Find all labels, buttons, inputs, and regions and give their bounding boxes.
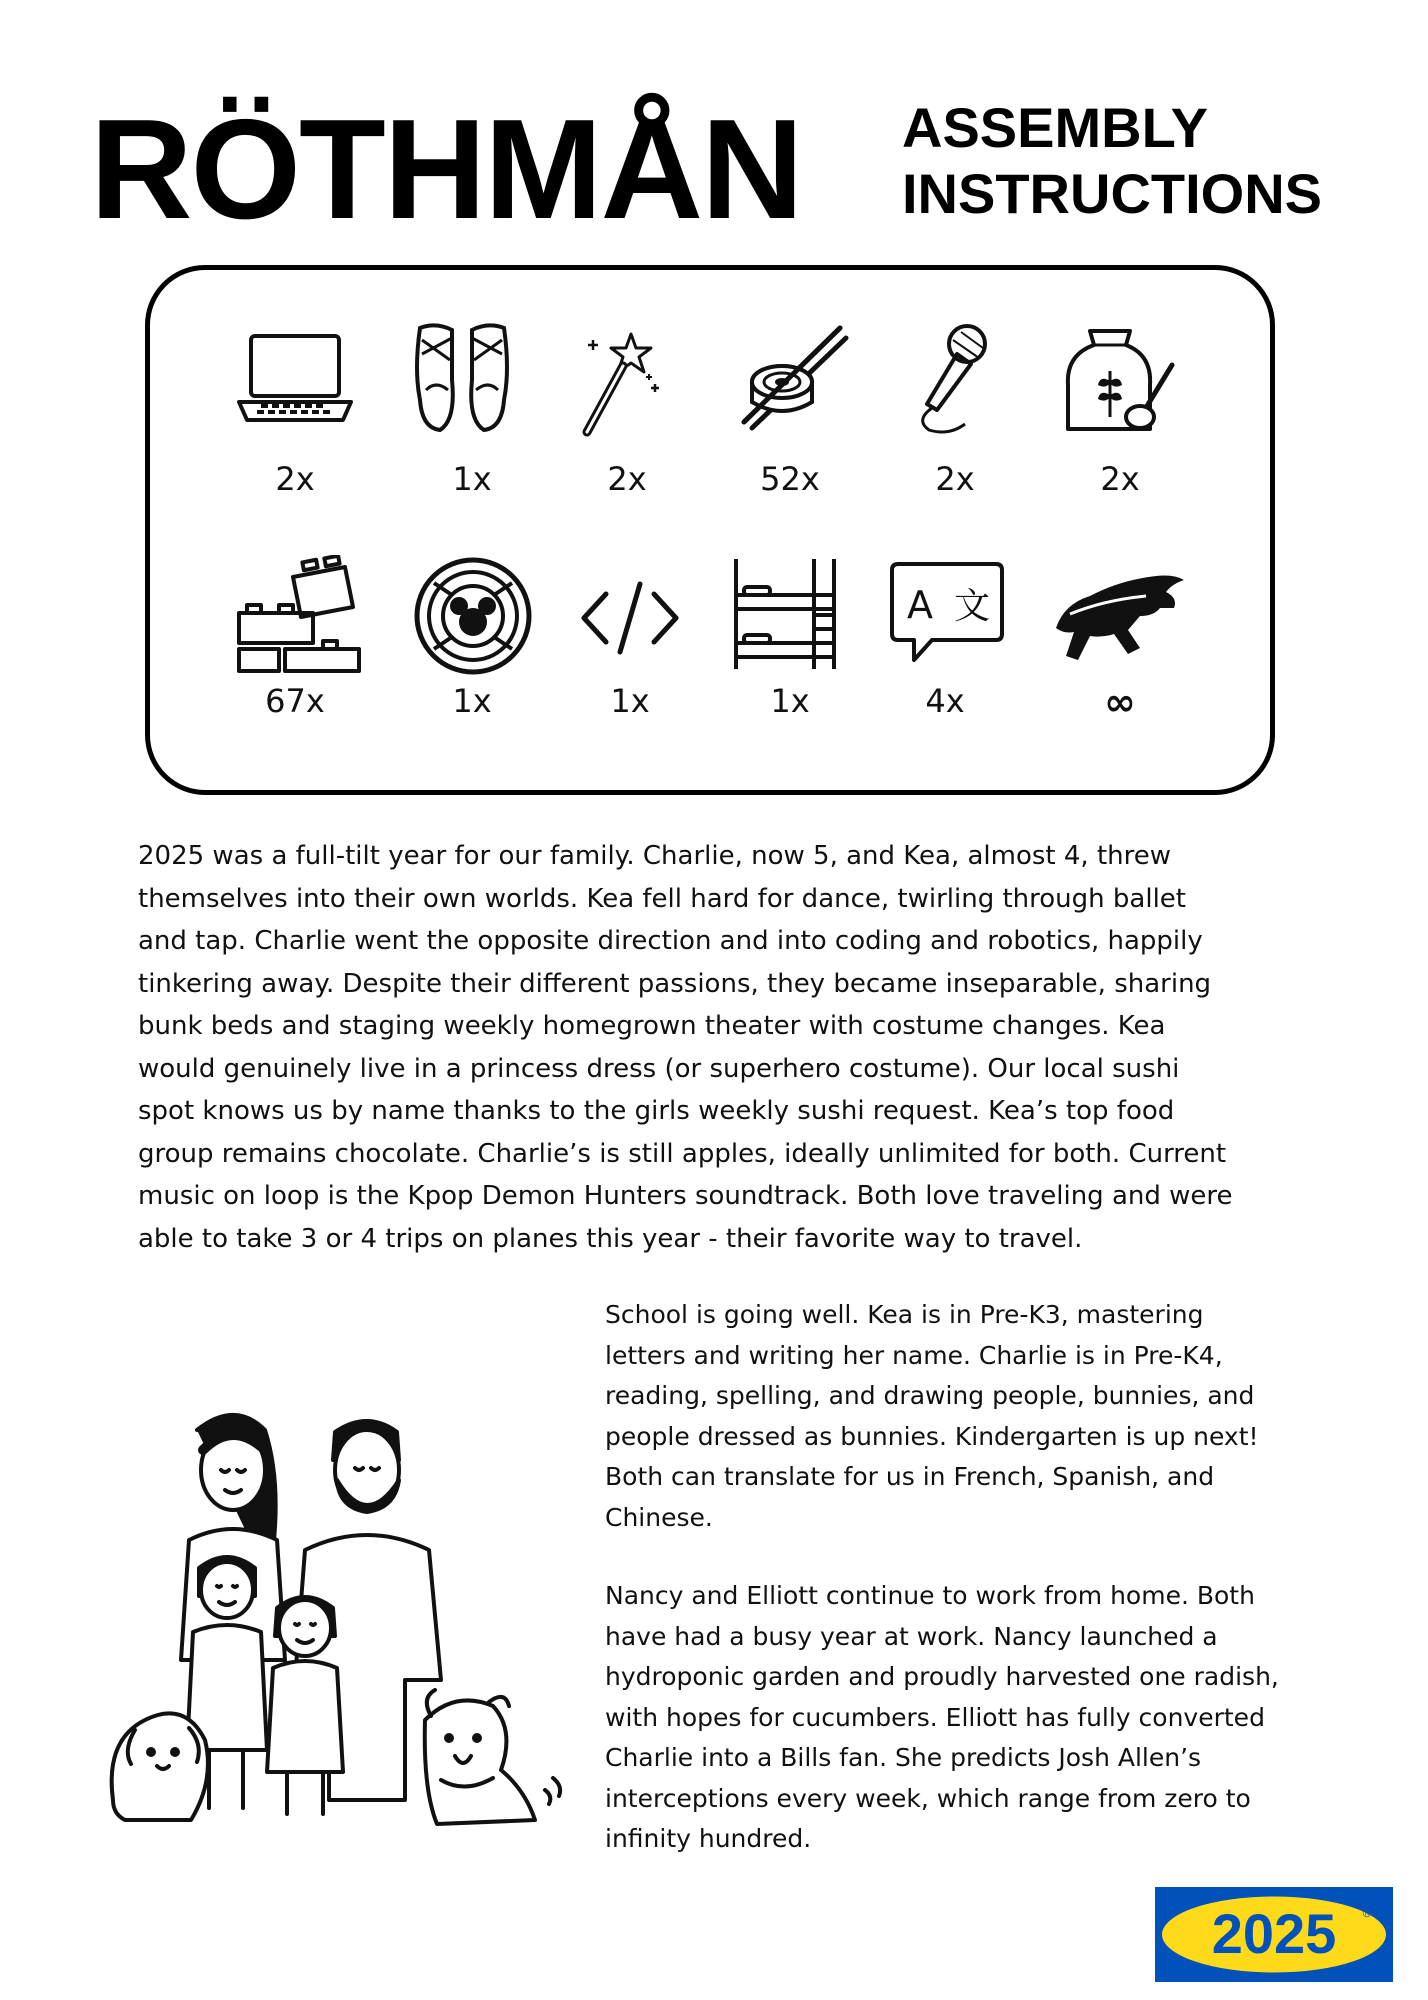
work-paragraph <box>605 1576 1365 1860</box>
school-line: Both can translate for us in French, Spanish, and <box>605 1462 1215 1491</box>
parts-box <box>145 265 1275 795</box>
work-line: hydroponic garden and proudly harvested one radish, <box>605 1662 1279 1691</box>
work-line: have had a busy year at work. Nancy launched a <box>605 1621 1218 1651</box>
work-line: Charlie into a Bills fan. She predicts Josh Allen’s <box>605 1743 1202 1772</box>
intro-line: would genuinely live in a princess dress (or superhero costume). Our local sushi <box>138 1053 1180 1084</box>
building-blocks-icon <box>235 555 363 675</box>
intro-paragraph <box>138 835 1318 1260</box>
school-line: reading, spelling, and drawing people, bunnies, and <box>605 1381 1255 1410</box>
buffalo-icon <box>1050 570 1190 670</box>
part-count-translate: 4x <box>925 682 965 720</box>
school-line: people dressed as bunnies. Kindergarten is up next! <box>605 1421 1259 1451</box>
year-badge-graphic <box>1155 1887 1393 1982</box>
school-paragraph <box>605 1295 1365 1538</box>
intro-line: 2025 was a full-tilt year for our family. Charlie, now 5, and Kea, almost 4, threw <box>138 841 1172 871</box>
part-count-sushi: 52x <box>760 460 820 498</box>
part-count-building-blocks: 67x <box>265 682 325 720</box>
part-count-laptop: 2x <box>275 460 315 498</box>
school-line: letters and writing her name. Charlie is in Pre-K4, <box>605 1340 1223 1370</box>
family-illustration <box>105 1400 575 1860</box>
magic-wand-icon <box>573 328 663 440</box>
part-count-buffalo: ∞ <box>1104 680 1136 724</box>
ballet-shoes-icon <box>412 320 512 438</box>
part-count-grain-bag: 2x <box>1100 460 1140 498</box>
svg-text:文: 文 <box>953 586 991 627</box>
work-line: interceptions every week, which range from zero to <box>605 1783 1251 1813</box>
svg-text:A: A <box>907 583 933 627</box>
mickey-life-ring-icon <box>412 555 534 677</box>
subtitle-line-2: INSTRUCTIONS <box>902 162 1322 225</box>
microphone-icon <box>905 320 995 440</box>
intro-line: group remains chocolate. Charlie’s is still apples, ideally unlimited for both. Current <box>138 1138 1227 1169</box>
work-line: infinity hundred. <box>605 1824 812 1853</box>
brand-title: RÖTHMÅN <box>90 90 802 249</box>
subtitle-line-1: ASSEMBLY <box>902 96 1209 159</box>
header <box>90 90 1350 255</box>
work-line: with hopes for cucumbers. Elliott has fully converted <box>605 1702 1265 1732</box>
intro-line: tinkering away. Despite their different passions, they became inseparable, sharing <box>138 968 1212 999</box>
work-line: Nancy and Elliott continue to work from home. Both <box>605 1581 1255 1610</box>
subtitle <box>902 95 1322 227</box>
year-badge-registered-mark: ® <box>1362 1906 1372 1920</box>
intro-line: able to take 3 or 4 trips on planes this year - their favorite way to travel. <box>138 1223 1083 1254</box>
grain-bag-scoop-icon <box>1060 325 1180 440</box>
year-badge <box>1155 1887 1393 1982</box>
part-count-mickey-life-ring: 1x <box>452 682 492 720</box>
bunk-bed-icon <box>730 555 842 673</box>
part-count-code: 1x <box>610 682 650 720</box>
translate-icon <box>888 560 1006 672</box>
code-tag-icon <box>580 580 680 656</box>
part-count-magic-wand: 2x <box>607 460 647 498</box>
intro-line: music on loop is the Kpop Demon Hunters soundtrack. Both love traveling and were <box>138 1181 1233 1211</box>
sushi-chopsticks-icon <box>730 320 850 435</box>
school-line: School is going well. Kea is in Pre-K3, mastering <box>605 1300 1204 1329</box>
intro-line: themselves into their own worlds. Kea fell hard for dance, twirling through ballet <box>138 883 1186 914</box>
intro-line: bunk beds and staging weekly homegrown theater with costume changes. Kea <box>138 1011 1166 1041</box>
year-badge-text: 2025 <box>1211 1902 1337 1965</box>
part-count-ballet-shoes: 1x <box>452 460 492 498</box>
laptop-icon <box>235 330 355 430</box>
intro-line: and tap. Charlie went the opposite direction and into coding and robotics, happily <box>138 926 1203 956</box>
part-count-microphone: 2x <box>935 460 975 498</box>
intro-line: spot knows us by name thanks to the girls weekly sushi request. Kea’s top food <box>138 1096 1175 1126</box>
school-line: Chinese. <box>605 1502 713 1532</box>
part-count-bunk-bed: 1x <box>770 682 810 720</box>
